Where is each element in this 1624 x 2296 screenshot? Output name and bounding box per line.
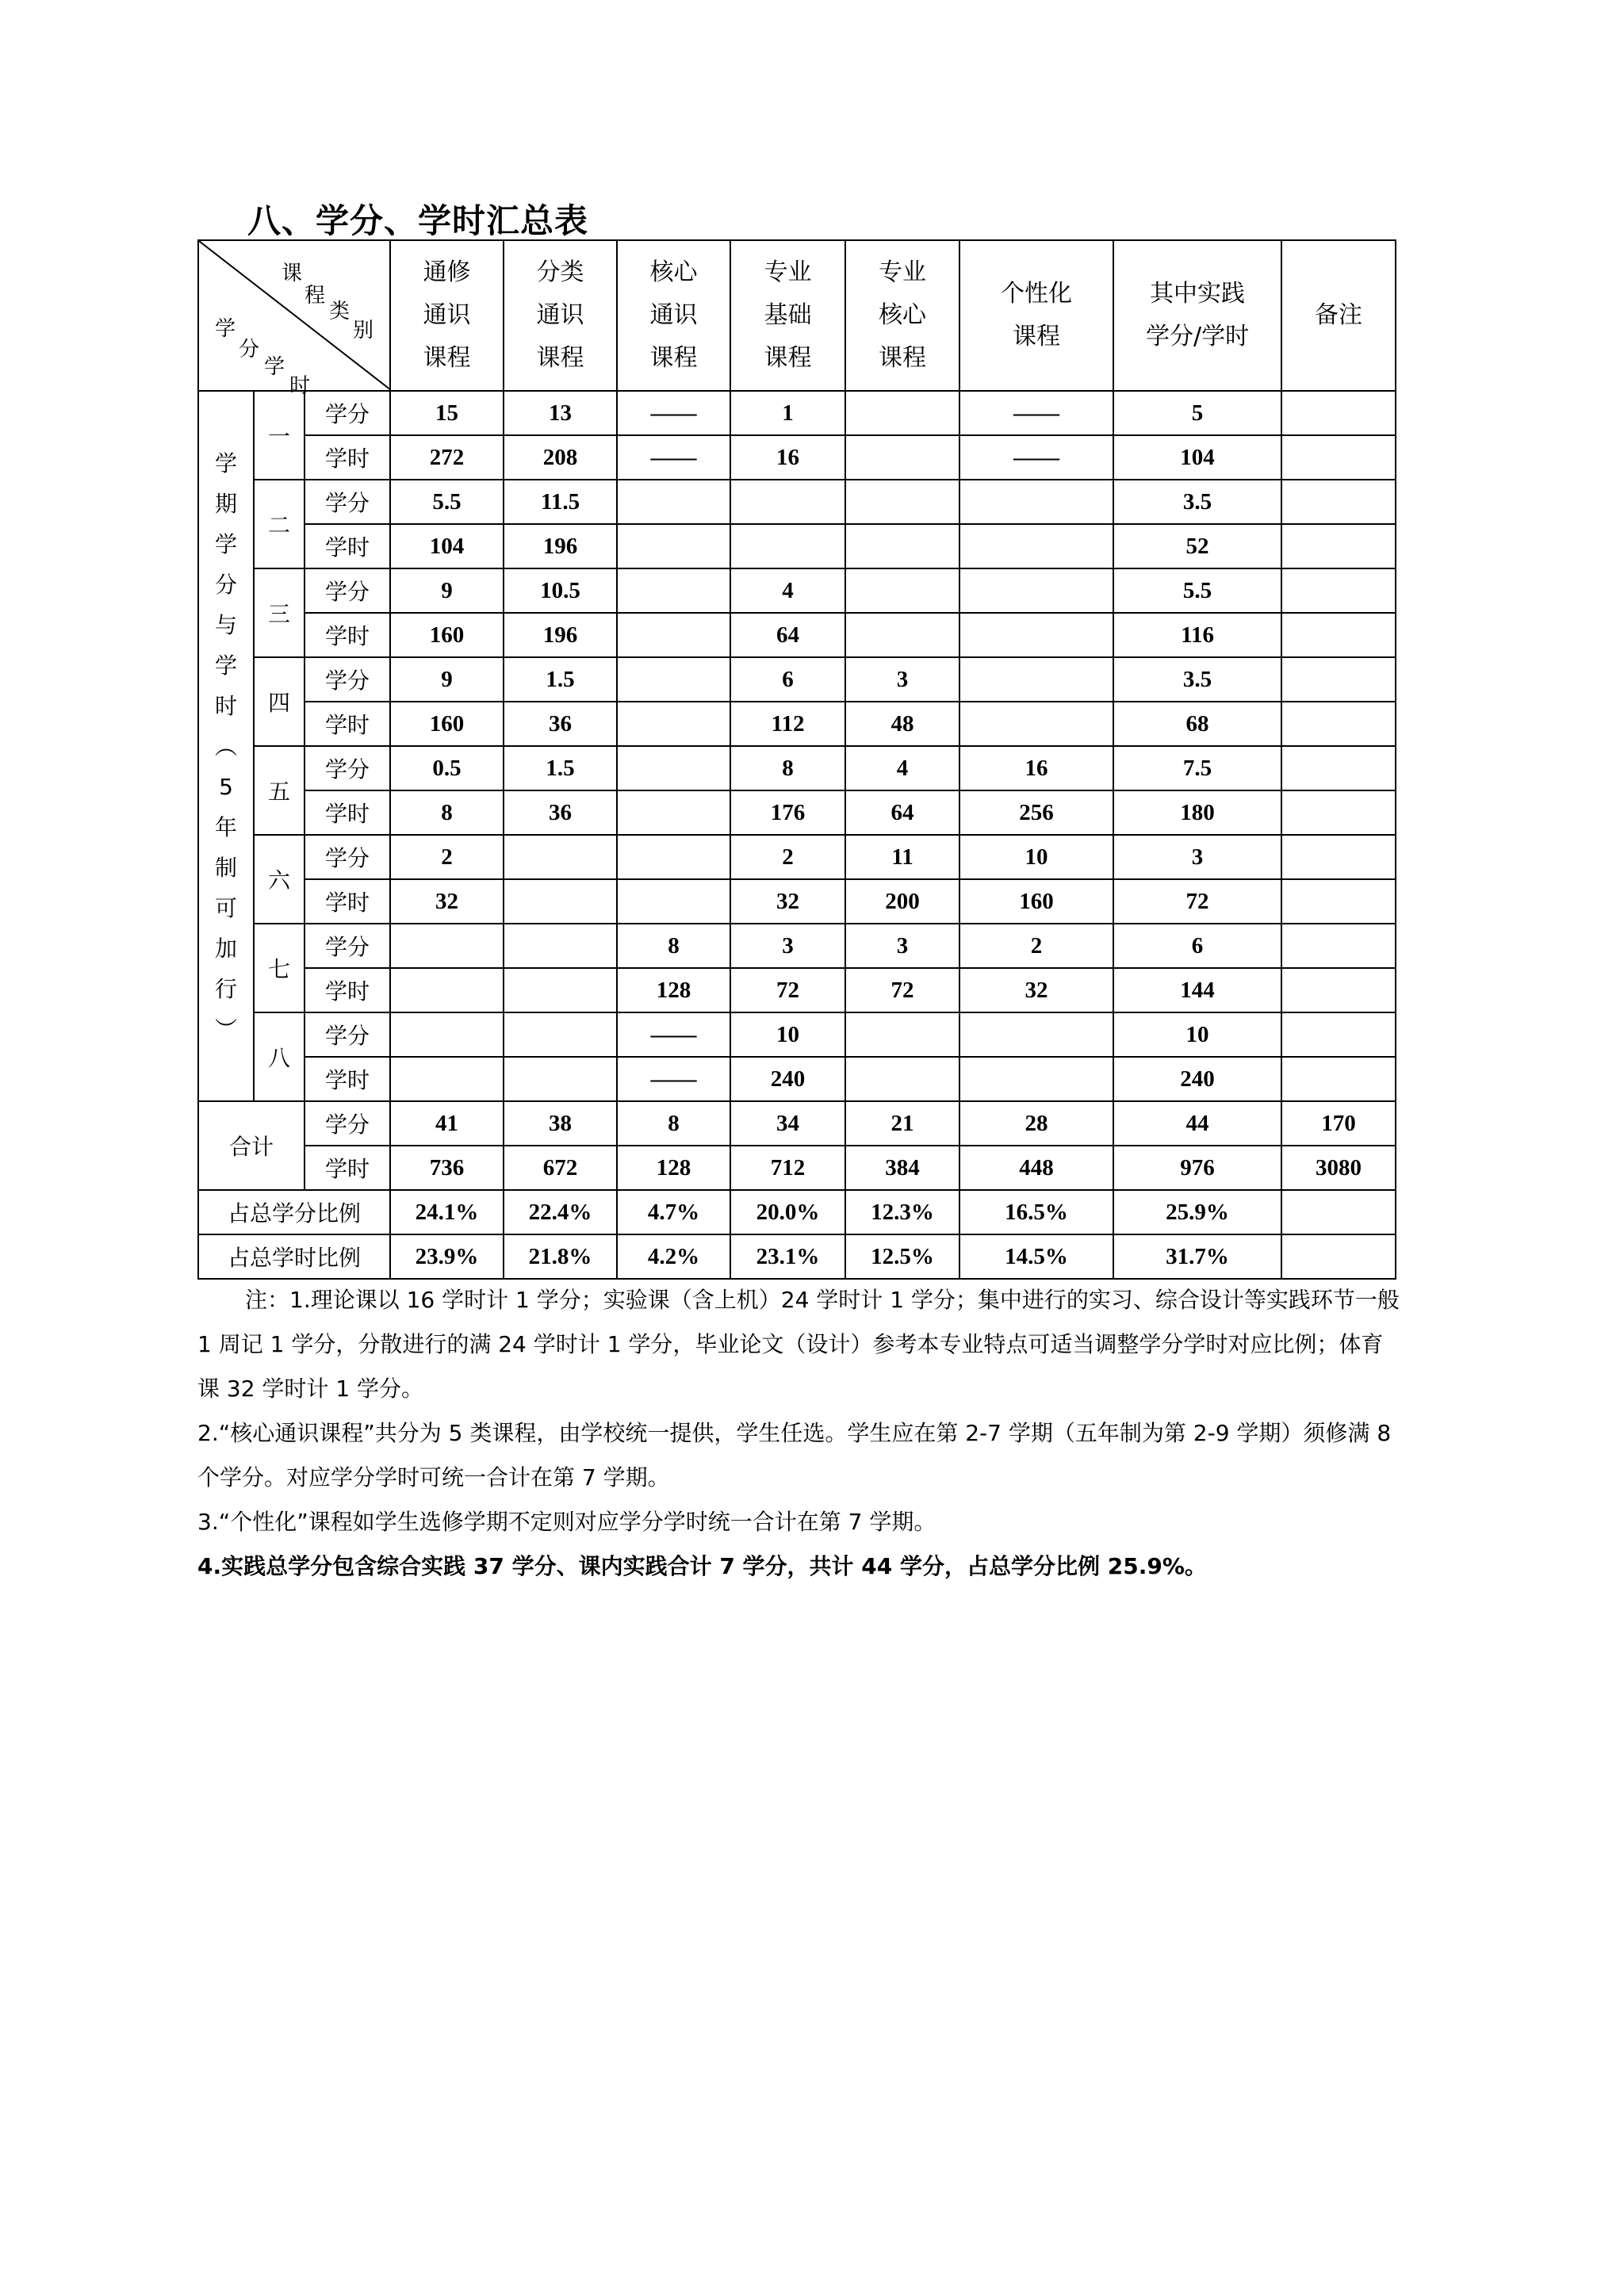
total-cell: 3080: [1281, 1146, 1396, 1190]
value-cell: [845, 480, 959, 524]
table-row: [198, 790, 1396, 835]
value-cell: 0.5: [390, 746, 504, 790]
value-cell: 160: [390, 613, 504, 657]
side-label-char: 分: [214, 571, 237, 598]
column-header-line: 其中实践: [1150, 280, 1246, 308]
value-cell: [504, 968, 617, 1012]
column-header-line: 通识: [649, 301, 698, 329]
side-label-char: 学: [214, 530, 237, 557]
semester-label: 六: [254, 835, 304, 924]
value-cell: 3: [845, 657, 959, 702]
table-row: [198, 480, 1396, 524]
note-paragraph: 注：1.理论课以 16 学时计 1 学分；实验课（含上机）24 学时计 1 学分；集中进行的实习、综合设计等实践环节一般 1 周记 1 学分，分散进行的满 24 学时计 1 学分，毕业论文（设计）参考本专业特点可适当调整学分学时对应比例；体育课 32 学时计 1 学分。: [197, 1287, 1400, 1402]
value-cell: [617, 702, 730, 746]
value-cell: 2: [959, 924, 1113, 968]
column-header-line: 专业: [879, 258, 927, 286]
value-cell: 5: [1113, 391, 1281, 435]
hours-ratio-cell: 23.9%: [390, 1234, 504, 1279]
value-cell: 32: [959, 968, 1113, 1012]
value-cell: 196: [504, 524, 617, 568]
total-cell: 736: [390, 1146, 504, 1190]
table-row: [198, 613, 1396, 657]
value-cell: 196: [504, 613, 617, 657]
value-cell: [959, 613, 1113, 657]
value-cell: ——: [617, 435, 730, 480]
value-cell: 15: [390, 391, 504, 435]
value-cell: [1281, 613, 1396, 657]
value-cell: 11.5: [504, 480, 617, 524]
row-type-label: 学时: [304, 790, 390, 835]
credit-ratio-cell: 20.0%: [730, 1190, 845, 1234]
row-type-label: 学分: [304, 1101, 390, 1146]
row-type-label: 学分: [304, 746, 390, 790]
column-header-line: 核心: [879, 301, 927, 329]
value-cell: [845, 1012, 959, 1057]
total-label: 合计: [198, 1101, 304, 1190]
total-cell: 672: [504, 1146, 617, 1190]
value-cell: 116: [1113, 613, 1281, 657]
credit-ratio-cell: 22.4%: [504, 1190, 617, 1234]
value-cell: 104: [390, 524, 504, 568]
column-header-line: 核心: [649, 258, 698, 286]
column-header-line: 课程: [764, 344, 812, 372]
column-header: [504, 240, 617, 391]
row-type-label: 学时: [304, 1146, 390, 1190]
value-cell: [504, 835, 617, 879]
value-cell: [845, 1057, 959, 1101]
table-row: [198, 702, 1396, 746]
diag-top-char: 程: [304, 284, 326, 308]
value-cell: 208: [504, 435, 617, 480]
side-label-char: 5: [219, 773, 233, 800]
side-label-char: 行: [214, 975, 237, 1002]
row-type-label: 学时: [304, 879, 390, 924]
value-cell: [730, 524, 845, 568]
side-label-char: 可: [214, 894, 237, 921]
value-cell: 160: [390, 702, 504, 746]
row-type-label: 学分: [304, 657, 390, 702]
table-row: [198, 1012, 1396, 1057]
side-label-char: 学: [214, 450, 237, 476]
column-header-line: 课程: [423, 344, 471, 372]
value-cell: 6: [730, 657, 845, 702]
value-cell: 9: [390, 657, 504, 702]
value-cell: [390, 968, 504, 1012]
value-cell: [617, 879, 730, 924]
table-row: [198, 835, 1396, 879]
value-cell: [1281, 391, 1396, 435]
credit-ratio-cell: 16.5%: [959, 1190, 1113, 1234]
value-cell: 2: [390, 835, 504, 879]
credit-ratio-cell: 4.7%: [617, 1190, 730, 1234]
value-cell: [1281, 568, 1396, 613]
value-cell: ——: [617, 1012, 730, 1057]
column-header-line: 分类: [536, 258, 584, 286]
value-cell: 9: [390, 568, 504, 613]
note-paragraph: 2.“核心通识课程”共分为 5 类课程，由学校统一提供，学生任选。学生应在第 2-7 学期（五年制为第 2-9 学期）须修满 8 个学分。对应学分学时可统一合计在第 7 学期。: [197, 1420, 1392, 1490]
total-cell: 384: [845, 1146, 959, 1190]
value-cell: 240: [730, 1057, 845, 1101]
total-cell: 170: [1281, 1101, 1396, 1146]
credit-ratio-cell: [1281, 1190, 1396, 1234]
value-cell: ——: [959, 435, 1113, 480]
value-cell: [845, 391, 959, 435]
value-cell: 16: [730, 435, 845, 480]
value-cell: 2: [730, 835, 845, 879]
value-cell: [959, 568, 1113, 613]
row-type-label: 学时: [304, 702, 390, 746]
value-cell: [1281, 1057, 1396, 1101]
value-cell: 144: [1113, 968, 1281, 1012]
value-cell: 1: [730, 391, 845, 435]
side-label-char: ︵: [214, 733, 237, 760]
value-cell: 64: [845, 790, 959, 835]
column-header-line: 课程: [649, 344, 698, 372]
value-cell: [1281, 524, 1396, 568]
value-cell: 13: [504, 391, 617, 435]
row-type-label: 学时: [304, 1057, 390, 1101]
column-header-line: 专业: [764, 258, 812, 286]
value-cell: 7.5: [1113, 746, 1281, 790]
table-row: [198, 1234, 1396, 1279]
total-cell: 448: [959, 1146, 1113, 1190]
value-cell: 160: [959, 879, 1113, 924]
value-cell: 3: [1113, 835, 1281, 879]
value-cell: ——: [617, 1057, 730, 1101]
note-paragraph: 4.实践总学分包含综合实践 37 学分、课内实践合计 7 学分，共计 44 学分，占总学分比例 25.9%。: [197, 1553, 1207, 1579]
value-cell: [1281, 657, 1396, 702]
diag-top-char: 别: [353, 319, 374, 342]
total-cell: 34: [730, 1101, 845, 1146]
column-header: [1113, 240, 1281, 391]
total-cell: 976: [1113, 1146, 1281, 1190]
table-row: [198, 524, 1396, 568]
value-cell: 200: [845, 879, 959, 924]
value-cell: 8: [390, 790, 504, 835]
column-header-line: 通识: [423, 301, 471, 329]
total-cell: 128: [617, 1146, 730, 1190]
value-cell: [504, 1057, 617, 1101]
diag-bottom-char: 分: [239, 338, 260, 362]
semester-label: 二: [254, 480, 304, 568]
semester-label: 四: [254, 657, 304, 746]
value-cell: [959, 657, 1113, 702]
value-cell: 104: [1113, 435, 1281, 480]
value-cell: [617, 613, 730, 657]
value-cell: 16: [959, 746, 1113, 790]
value-cell: 32: [730, 879, 845, 924]
column-header-line: 个性化: [1001, 280, 1073, 308]
value-cell: [1281, 435, 1396, 480]
semester-label: 一: [254, 391, 304, 480]
side-label-char: ︶: [214, 1016, 237, 1043]
hours-ratio-cell: 21.8%: [504, 1234, 617, 1279]
value-cell: 68: [1113, 702, 1281, 746]
note-paragraph: 3.“个性化”课程如学生选修学期不定则对应学分学时统一合计在第 7 学期。: [197, 1509, 936, 1535]
side-label-char: 学: [214, 652, 237, 679]
row-type-label: 学分: [304, 924, 390, 968]
column-header: [617, 240, 730, 391]
table-row: [198, 968, 1396, 1012]
diag-bottom-char: 时: [289, 374, 311, 398]
credit-ratio-label: 占总学分比例: [198, 1190, 390, 1234]
column-header: [1281, 240, 1396, 391]
row-type-label: 学分: [304, 480, 390, 524]
column-header: [730, 240, 845, 391]
semester-label: 八: [254, 1012, 304, 1101]
value-cell: 72: [730, 968, 845, 1012]
row-type-label: 学分: [304, 835, 390, 879]
value-cell: 3.5: [1113, 657, 1281, 702]
value-cell: 10: [1113, 1012, 1281, 1057]
side-label-char: 加: [214, 935, 237, 962]
value-cell: 10: [730, 1012, 845, 1057]
value-cell: 180: [1113, 790, 1281, 835]
column-header: [390, 240, 504, 391]
row-type-label: 学分: [304, 568, 390, 613]
table-row: [198, 1146, 1396, 1190]
value-cell: ——: [617, 391, 730, 435]
side-label-char: 制: [214, 854, 237, 881]
total-cell: 21: [845, 1101, 959, 1146]
table-row: [198, 746, 1396, 790]
value-cell: [1281, 1012, 1396, 1057]
value-cell: 32: [390, 879, 504, 924]
page-title: 八、学分、学时汇总表: [247, 201, 589, 240]
value-cell: 6: [1113, 924, 1281, 968]
table-row: [198, 1101, 1396, 1146]
column-header-line: 学分/学时: [1145, 323, 1250, 350]
side-label-char: 期: [214, 490, 237, 517]
value-cell: [845, 613, 959, 657]
side-label-char: 时: [214, 692, 237, 719]
value-cell: [1281, 746, 1396, 790]
diag-bottom-char: 学: [264, 355, 285, 379]
value-cell: [504, 924, 617, 968]
column-header-line: 通识: [536, 301, 584, 329]
table-row: [198, 435, 1396, 480]
value-cell: 3.5: [1113, 480, 1281, 524]
value-cell: 64: [730, 613, 845, 657]
table-row: [198, 391, 1396, 435]
total-cell: 41: [390, 1101, 504, 1146]
column-header-line: 备注: [1315, 301, 1363, 329]
value-cell: [617, 568, 730, 613]
value-cell: 72: [1113, 879, 1281, 924]
value-cell: [1281, 879, 1396, 924]
value-cell: 272: [390, 435, 504, 480]
side-label-char: 年: [214, 813, 237, 840]
value-cell: [504, 879, 617, 924]
value-cell: [390, 924, 504, 968]
value-cell: [1281, 924, 1396, 968]
table-row: [198, 657, 1396, 702]
row-type-label: 学时: [304, 524, 390, 568]
value-cell: [959, 524, 1113, 568]
value-cell: 1.5: [504, 657, 617, 702]
value-cell: [617, 746, 730, 790]
value-cell: [959, 1012, 1113, 1057]
column-header-line: 基础: [764, 301, 812, 329]
hours-ratio-label: 占总学时比例: [198, 1234, 390, 1279]
hours-ratio-cell: 23.1%: [730, 1234, 845, 1279]
table-row: [198, 568, 1396, 613]
value-cell: 36: [504, 790, 617, 835]
row-type-label: 学时: [304, 435, 390, 480]
value-cell: [390, 1012, 504, 1057]
value-cell: [617, 524, 730, 568]
row-type-label: 学时: [304, 968, 390, 1012]
side-label-char: 与: [214, 611, 237, 638]
value-cell: 36: [504, 702, 617, 746]
value-cell: [959, 480, 1113, 524]
total-cell: 28: [959, 1101, 1113, 1146]
table-row: [198, 1190, 1396, 1234]
value-cell: 10: [959, 835, 1113, 879]
value-cell: 52: [1113, 524, 1281, 568]
hours-ratio-cell: 12.5%: [845, 1234, 959, 1279]
hours-ratio-cell: 14.5%: [959, 1234, 1113, 1279]
value-cell: 4: [845, 746, 959, 790]
column-header-line: 课程: [1013, 323, 1061, 350]
column-header-line: 通修: [423, 258, 471, 286]
row-type-label: 学分: [304, 1012, 390, 1057]
value-cell: 11: [845, 835, 959, 879]
value-cell: [845, 524, 959, 568]
value-cell: [390, 1057, 504, 1101]
column-header-line: 课程: [879, 344, 927, 372]
total-cell: 8: [617, 1101, 730, 1146]
semester-label: 七: [254, 924, 304, 1012]
value-cell: 10.5: [504, 568, 617, 613]
value-cell: 3: [730, 924, 845, 968]
value-cell: [617, 657, 730, 702]
value-cell: 1.5: [504, 746, 617, 790]
value-cell: [845, 568, 959, 613]
diag-bottom-char: 学: [215, 317, 236, 341]
diag-top-char: 类: [329, 300, 350, 323]
value-cell: 8: [617, 924, 730, 968]
credit-ratio-cell: 12.3%: [845, 1190, 959, 1234]
table-row: [198, 924, 1396, 968]
value-cell: 4: [730, 568, 845, 613]
diag-top-char: 课: [282, 262, 303, 285]
value-cell: ——: [959, 391, 1113, 435]
credit-ratio-cell: 25.9%: [1113, 1190, 1281, 1234]
value-cell: 240: [1113, 1057, 1281, 1101]
value-cell: [959, 1057, 1113, 1101]
column-header: [959, 240, 1113, 391]
hours-ratio-cell: [1281, 1234, 1396, 1279]
value-cell: 128: [617, 968, 730, 1012]
value-cell: [504, 1012, 617, 1057]
total-cell: 38: [504, 1101, 617, 1146]
value-cell: 5.5: [390, 480, 504, 524]
value-cell: 5.5: [1113, 568, 1281, 613]
row-type-label: 学分: [304, 391, 390, 435]
value-cell: 48: [845, 702, 959, 746]
value-cell: [1281, 790, 1396, 835]
value-cell: [730, 480, 845, 524]
value-cell: 176: [730, 790, 845, 835]
hours-ratio-cell: 31.7%: [1113, 1234, 1281, 1279]
semester-label: 五: [254, 746, 304, 835]
hours-ratio-cell: 4.2%: [617, 1234, 730, 1279]
value-cell: [845, 435, 959, 480]
side-label-semester-credits: [198, 391, 254, 1101]
value-cell: 256: [959, 790, 1113, 835]
value-cell: 3: [845, 924, 959, 968]
summary-table: [197, 239, 1396, 1280]
value-cell: [959, 702, 1113, 746]
notes: [197, 1278, 1403, 1589]
value-cell: [1281, 480, 1396, 524]
value-cell: [617, 480, 730, 524]
value-cell: [617, 790, 730, 835]
column-header-line: 课程: [536, 344, 584, 372]
diagonal-header-cell: [198, 240, 390, 398]
table-row: [198, 1057, 1396, 1101]
credit-ratio-cell: 24.1%: [390, 1190, 504, 1234]
value-cell: 112: [730, 702, 845, 746]
value-cell: 72: [845, 968, 959, 1012]
total-cell: 44: [1113, 1101, 1281, 1146]
row-type-label: 学时: [304, 613, 390, 657]
total-cell: 712: [730, 1146, 845, 1190]
table-row: [198, 879, 1396, 924]
value-cell: 8: [730, 746, 845, 790]
value-cell: [1281, 968, 1396, 1012]
column-header: [845, 240, 959, 391]
semester-label: 三: [254, 568, 304, 657]
value-cell: [617, 835, 730, 879]
value-cell: [1281, 702, 1396, 746]
value-cell: [1281, 835, 1396, 879]
